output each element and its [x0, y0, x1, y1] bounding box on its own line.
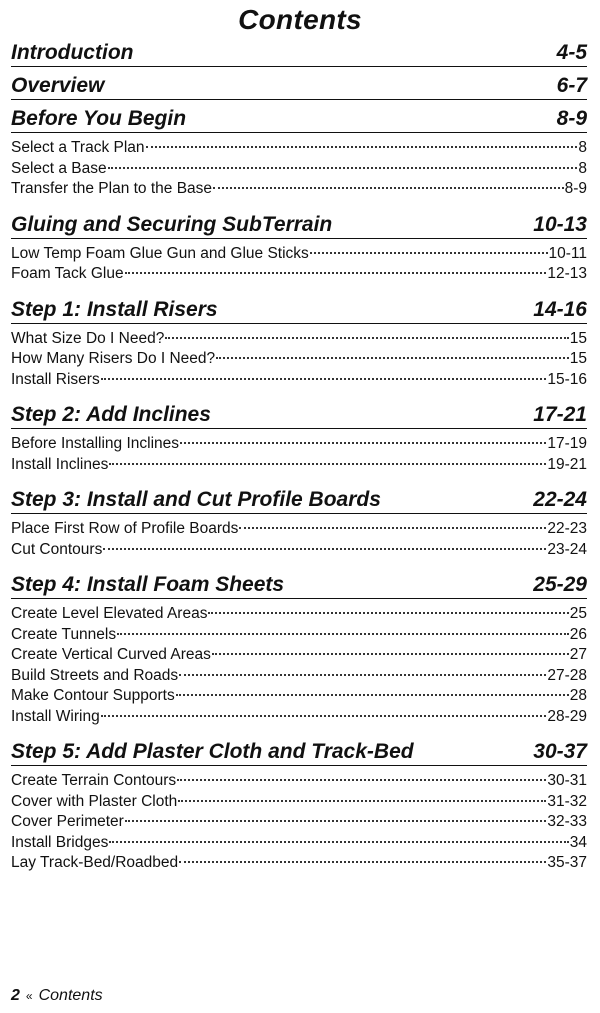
toc-section	[11, 73, 587, 100]
section-items	[11, 138, 587, 200]
section-items	[11, 771, 587, 874]
toc-entry[interactable]	[11, 707, 587, 728]
section-items	[11, 519, 587, 560]
toc-entry[interactable]	[11, 455, 587, 476]
entry-label: Create Terrain Contours	[11, 772, 177, 789]
entry-pages: 15-16	[547, 370, 587, 388]
entry-label: Install Wiring	[11, 707, 100, 725]
dot-leader	[125, 820, 547, 822]
toc-entry[interactable]	[11, 329, 587, 350]
dot-leader	[178, 800, 546, 802]
entry-pages: 28-29	[547, 707, 587, 725]
entry-label: What Size Do I Need?	[11, 329, 165, 347]
entry-pages: 22-23	[547, 520, 587, 537]
section-pages: 4-5	[556, 41, 587, 64]
toc-entry[interactable]	[11, 645, 587, 666]
dot-leader	[216, 357, 569, 359]
entry-pages: 17-19	[547, 435, 587, 452]
toc-section	[11, 106, 587, 200]
toc-entry[interactable]	[11, 833, 587, 854]
entry-pages: 32-33	[547, 813, 587, 830]
toc-section	[11, 739, 587, 874]
toc-entry[interactable]	[11, 349, 587, 370]
entry-label: Place First Row of Profile Boards	[11, 520, 239, 537]
entry-pages: 25	[569, 605, 587, 622]
dot-leader	[213, 187, 564, 189]
entry-pages: 12-13	[547, 265, 587, 282]
entry-label: Before Installing Inclines	[11, 435, 180, 452]
section-heading[interactable]	[11, 572, 587, 599]
toc-entry[interactable]	[11, 792, 587, 813]
dot-leader	[101, 378, 547, 380]
section-title: Introduction	[11, 41, 134, 64]
dot-leader	[176, 694, 569, 696]
toc-entry[interactable]	[11, 179, 587, 200]
section-heading[interactable]	[11, 212, 587, 239]
entry-label: Foam Tack Glue	[11, 265, 124, 282]
page-footer	[11, 987, 103, 1005]
toc-entry[interactable]	[11, 625, 587, 646]
dot-leader	[109, 841, 568, 843]
entry-pages: 27-28	[547, 666, 587, 684]
entry-pages: 15	[569, 329, 587, 347]
entry-pages: 31-32	[547, 792, 587, 810]
section-heading[interactable]	[11, 297, 587, 324]
entry-pages: 10-11	[548, 244, 587, 262]
entry-label: Transfer the Plan to the Base	[11, 180, 213, 197]
section-items	[11, 244, 587, 285]
section-title: Gluing and Securing SubTerrain	[11, 212, 333, 236]
entry-label: How Many Risers Do I Need?	[11, 350, 216, 367]
toc-section	[11, 402, 587, 475]
dot-leader	[101, 715, 547, 717]
section-heading[interactable]	[11, 73, 587, 100]
entry-label: Select a Base	[11, 159, 107, 177]
section-title: Before You Begin	[11, 107, 187, 130]
section-heading[interactable]	[11, 106, 587, 133]
section-title: Step 3: Install and Cut Profile Boards	[11, 488, 381, 511]
entry-pages: 15	[569, 350, 587, 367]
page-title: Contents	[238, 4, 362, 35]
entry-label: Install Bridges	[11, 833, 109, 851]
entry-label: Select a Track Plan	[11, 139, 145, 156]
section-pages: 17-21	[533, 403, 587, 426]
dot-leader	[208, 612, 568, 614]
dot-leader	[125, 272, 547, 274]
entry-label: Create Tunnels	[11, 625, 117, 643]
dot-leader	[165, 337, 568, 339]
entry-pages: 19-21	[547, 455, 587, 473]
section-heading[interactable]	[11, 402, 587, 429]
entry-pages: 34	[569, 833, 587, 851]
toc-section	[11, 40, 587, 67]
entry-label: Low Temp Foam Glue Gun and Glue Sticks	[11, 244, 309, 262]
entry-pages: 27	[569, 646, 587, 663]
dot-leader	[310, 252, 548, 254]
dot-leader	[146, 146, 578, 148]
entry-label: Build Streets and Roads	[11, 666, 179, 684]
section-items	[11, 434, 587, 475]
entry-label: Cut Contours	[11, 540, 103, 558]
footer-label: Contents	[38, 987, 103, 1004]
section-pages: 30-37	[533, 740, 587, 763]
toc-section	[11, 212, 587, 285]
toc-entry[interactable]	[11, 370, 587, 391]
section-title: Step 5: Add Plaster Cloth and Track-Bed	[11, 740, 414, 763]
entry-pages: 26	[569, 625, 587, 643]
section-title: Step 2: Add Inclines	[11, 403, 211, 426]
toc-entry[interactable]	[11, 771, 587, 792]
section-items	[11, 604, 587, 727]
toc-section	[11, 487, 587, 560]
table-of-contents	[11, 40, 587, 874]
section-heading[interactable]	[11, 487, 587, 514]
entry-label: Create Level Elevated Areas	[11, 605, 208, 622]
section-pages: 22-24	[533, 488, 587, 511]
dot-leader	[180, 442, 546, 444]
dot-leader	[103, 548, 546, 550]
entry-pages: 8	[578, 139, 587, 156]
entry-label: Cover with Plaster Cloth	[11, 792, 178, 810]
dot-leader	[177, 779, 546, 781]
section-heading[interactable]	[11, 40, 587, 67]
section-heading[interactable]	[11, 739, 587, 766]
toc-entry[interactable]	[11, 540, 587, 561]
entry-pages: 35-37	[547, 854, 587, 871]
dot-leader	[239, 527, 546, 529]
toc-entry[interactable]	[11, 244, 587, 265]
section-title: Step 4: Install Foam Sheets	[11, 573, 285, 596]
dot-leader	[108, 167, 578, 169]
entry-pages: 23-24	[547, 540, 587, 558]
toc-entry[interactable]	[11, 159, 587, 180]
toc-entry[interactable]	[11, 686, 587, 707]
toc-entry[interactable]	[11, 138, 587, 159]
toc-section	[11, 572, 587, 727]
section-title: Overview	[11, 74, 105, 97]
entry-label: Make Contour Supports	[11, 687, 175, 704]
dot-leader	[109, 463, 546, 465]
dot-leader	[117, 633, 569, 635]
toc-entry[interactable]	[11, 812, 587, 833]
entry-label: Install Inclines	[11, 455, 109, 473]
section-pages: 6-7	[556, 74, 587, 97]
section-pages: 14-16	[533, 297, 587, 321]
section-pages: 25-29	[533, 573, 587, 596]
entry-label: Install Risers	[11, 370, 100, 388]
section-items	[11, 329, 587, 391]
dot-leader	[179, 674, 546, 676]
footer-separator: «	[25, 989, 33, 1003]
entry-label: Cover Perimeter	[11, 813, 124, 830]
toc-entry[interactable]	[11, 666, 587, 687]
dot-leader	[212, 653, 569, 655]
entry-pages: 8-9	[564, 180, 587, 197]
toc-entry[interactable]	[11, 434, 587, 455]
toc-section	[11, 297, 587, 391]
entry-pages: 28	[569, 687, 587, 704]
entry-label: Create Vertical Curved Areas	[11, 646, 211, 663]
entry-pages: 8	[578, 159, 587, 177]
section-pages: 10-13	[533, 212, 587, 236]
dot-leader	[179, 861, 546, 863]
section-pages: 8-9	[556, 107, 587, 130]
toc-entry[interactable]	[11, 519, 587, 540]
toc-entry[interactable]	[11, 264, 587, 285]
toc-entry[interactable]	[11, 853, 587, 874]
footer-page-number: 2	[11, 987, 20, 1004]
toc-entry[interactable]	[11, 604, 587, 625]
section-title: Step 1: Install Risers	[11, 297, 218, 321]
entry-pages: 30-31	[547, 772, 587, 789]
entry-label: Lay Track-Bed/Roadbed	[11, 854, 179, 871]
